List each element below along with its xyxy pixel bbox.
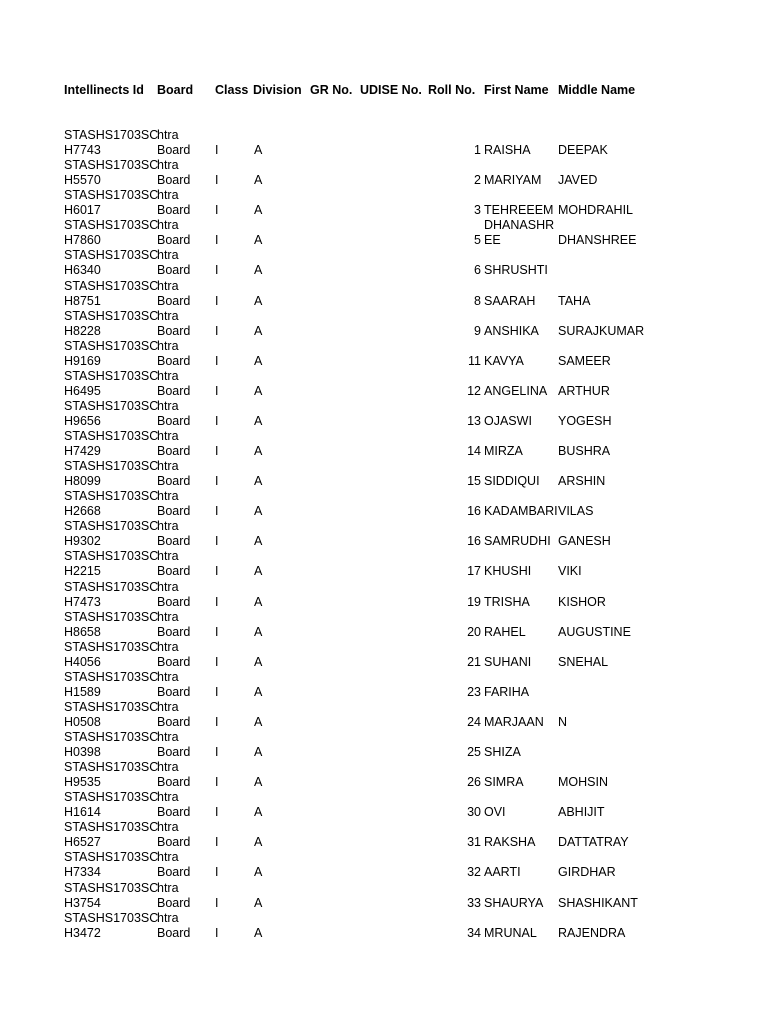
cell-middle-name: RAJENDRA (558, 925, 626, 940)
cell-roll-no: 23 (467, 684, 481, 699)
cell-division: A (254, 293, 263, 308)
cell-board-top: htra (157, 549, 179, 564)
cell-first-name: SIDDIQUI (484, 474, 540, 489)
cell-id-bottom: H0508 (64, 714, 101, 729)
cell-board-top: htra (157, 699, 179, 714)
cell-division: A (254, 444, 263, 458)
table-row (0, 670, 768, 700)
table-row (0, 911, 768, 941)
cell-division: A (254, 203, 263, 218)
cell-roll-no: 34 (467, 925, 481, 940)
cell-id-bottom: H9656 (64, 413, 101, 428)
cell-middle-name: ABHIJIT (558, 805, 605, 820)
cell-id-top: STASHS1703SC (64, 218, 159, 233)
cell-roll-no: 17 (467, 564, 481, 579)
cell-board-bottom: Board (157, 413, 191, 428)
cell-division: A (254, 654, 263, 669)
header-board: Board (157, 83, 194, 97)
header-class: Class (215, 83, 249, 97)
cell-board-bottom: Board (157, 173, 191, 188)
cell-board-bottom: Board (157, 775, 191, 790)
cell-roll-no: 26 (467, 775, 481, 790)
cell-first-name-top: DHANASHR (484, 218, 555, 233)
cell-board-bottom: Board (157, 564, 191, 579)
cell-board-top: htra (157, 398, 179, 413)
cell-id-bottom: H6495 (64, 383, 101, 398)
cell-id-top: STASHS1703SC (64, 609, 159, 624)
cell-id-top: STASHS1703SC (64, 128, 159, 142)
table-row (0, 128, 768, 158)
cell-board-top: htra (157, 790, 179, 805)
cell-id-bottom: H2215 (64, 564, 101, 579)
cell-middle-name: DATTATRAY (558, 835, 629, 850)
cell-first-name: AARTI (484, 865, 521, 880)
cell-id-top: STASHS1703SC (64, 910, 159, 925)
cell-division: A (254, 805, 263, 820)
cell-division: A (254, 624, 263, 639)
cell-id-bottom: H0398 (64, 745, 101, 759)
cell-first-name: SHAURYA (484, 895, 544, 910)
cell-roll-no: 9 (474, 323, 481, 338)
cell-roll-no: 16 (467, 504, 481, 519)
cell-board-bottom: Board (157, 684, 191, 699)
cell-division: A (254, 504, 263, 519)
cell-first-name: SHIZA (484, 745, 521, 759)
cell-first-name: SUHANI (484, 654, 532, 669)
cell-board-top: htra (157, 248, 179, 263)
table-row (0, 309, 768, 339)
cell-middle-name: DHANSHREE (558, 233, 637, 248)
cell-class: I (215, 805, 219, 820)
cell-class: I (215, 353, 219, 368)
cell-id-bottom: H6340 (64, 263, 101, 278)
cell-roll-no: 3 (474, 203, 481, 218)
cell-division: A (254, 865, 263, 880)
cell-roll-no: 8 (474, 293, 481, 308)
table-row (0, 399, 768, 429)
table-row (0, 790, 768, 820)
cell-board-top: htra (157, 429, 179, 443)
table-row (0, 549, 768, 579)
cell-class: I (215, 925, 219, 940)
cell-middle-name: BUSHRA (558, 444, 611, 458)
cell-id-bottom: H1589 (64, 684, 101, 699)
cell-board-bottom: Board (157, 293, 191, 308)
header-division: Division (253, 83, 302, 97)
cell-id-top: STASHS1703SC (64, 699, 159, 714)
cell-board-bottom: Board (157, 865, 191, 880)
cell-board-top: htra (157, 218, 179, 233)
cell-roll-no: 19 (467, 594, 481, 609)
cell-division: A (254, 143, 263, 157)
cell-id-top: STASHS1703SC (64, 790, 159, 805)
cell-class: I (215, 444, 219, 458)
cell-board-bottom: Board (157, 233, 191, 248)
cell-class: I (215, 233, 219, 248)
cell-first-name: SHRUSHTI (484, 263, 548, 278)
cell-division: A (254, 895, 263, 910)
cell-id-bottom: H8228 (64, 323, 101, 338)
cell-class: I (215, 323, 219, 338)
cell-first-name: SAARAH (484, 293, 536, 308)
table-row (0, 730, 768, 760)
cell-roll-no: 15 (467, 474, 481, 489)
cell-roll-no: 14 (467, 444, 481, 458)
cell-class: I (215, 654, 219, 669)
cell-middle-name: JAVED (558, 173, 598, 188)
cell-class: I (215, 865, 219, 880)
table-row (0, 429, 768, 459)
cell-id-bottom: H6527 (64, 835, 101, 850)
header-intellinects-id: Intellinects Id (64, 83, 144, 97)
table-row (0, 158, 768, 188)
cell-class: I (215, 413, 219, 428)
cell-board-bottom: Board (157, 925, 191, 940)
cell-board-bottom: Board (157, 263, 191, 278)
cell-division: A (254, 474, 263, 489)
cell-board-bottom: Board (157, 203, 191, 218)
cell-id-top: STASHS1703SC (64, 248, 159, 263)
cell-class: I (215, 684, 219, 699)
cell-division: A (254, 383, 263, 398)
cell-middle-name: TAHA (558, 293, 591, 308)
cell-board-top: htra (157, 850, 179, 865)
table-row (0, 640, 768, 670)
cell-roll-no: 32 (467, 865, 481, 880)
cell-board-top: htra (157, 669, 179, 684)
cell-middle-name: DEEPAK (558, 143, 608, 157)
cell-roll-no: 21 (467, 654, 481, 669)
cell-id-top: STASHS1703SC (64, 489, 159, 504)
cell-roll-no: 12 (467, 383, 481, 398)
cell-board-top: htra (157, 308, 179, 323)
table-row (0, 760, 768, 790)
table-row (0, 580, 768, 610)
cell-division: A (254, 745, 263, 759)
cell-class: I (215, 173, 219, 188)
cell-first-name: RAKSHA (484, 835, 536, 850)
cell-board-top: htra (157, 128, 179, 142)
cell-division: A (254, 534, 263, 549)
table-row (0, 820, 768, 850)
cell-board-top: htra (157, 368, 179, 383)
cell-id-top: STASHS1703SC (64, 850, 159, 865)
cell-first-name: MRUNAL (484, 925, 537, 940)
cell-board-bottom: Board (157, 504, 191, 519)
cell-roll-no: 33 (467, 895, 481, 910)
cell-first-name: RAHEL (484, 624, 526, 639)
cell-class: I (215, 534, 219, 549)
cell-id-bottom: H8099 (64, 474, 101, 489)
cell-board-top: htra (157, 609, 179, 624)
cell-division: A (254, 925, 263, 940)
cell-middle-name: ARTHUR (558, 383, 610, 398)
cell-id-bottom: H7334 (64, 865, 101, 880)
cell-id-bottom: H7429 (64, 444, 101, 458)
cell-class: I (215, 594, 219, 609)
cell-roll-no: 30 (467, 805, 481, 820)
cell-id-bottom: H3472 (64, 925, 101, 940)
cell-id-top: STASHS1703SC (64, 188, 159, 203)
cell-id-bottom: H9535 (64, 775, 101, 790)
cell-board-top: htra (157, 278, 179, 293)
cell-division: A (254, 413, 263, 428)
header-roll-no: Roll No. (428, 83, 476, 97)
cell-id-top: STASHS1703SC (64, 760, 159, 775)
cell-board-top: htra (157, 158, 179, 173)
cell-middle-name: GIRDHAR (558, 865, 616, 880)
cell-id-top: STASHS1703SC (64, 549, 159, 564)
cell-board-bottom: Board (157, 444, 191, 458)
cell-class: I (215, 745, 219, 759)
cell-roll-no: 31 (467, 835, 481, 850)
cell-division: A (254, 835, 263, 850)
cell-id-bottom: H2668 (64, 504, 101, 519)
cell-middle-name: SAMEER (558, 353, 611, 368)
cell-id-top: STASHS1703SC (64, 669, 159, 684)
cell-first-name: RAISHA (484, 143, 531, 157)
cell-board-top: htra (157, 910, 179, 925)
cell-first-name: MARIYAM (484, 173, 542, 188)
cell-middle-name: GANESH (558, 534, 611, 549)
cell-division: A (254, 684, 263, 699)
cell-board-top: htra (157, 519, 179, 534)
cell-board-bottom: Board (157, 383, 191, 398)
cell-id-bottom: H3754 (64, 895, 101, 910)
cell-first-name: OVI (484, 805, 506, 820)
table-row (0, 610, 768, 640)
cell-id-top: STASHS1703SC (64, 459, 159, 474)
cell-roll-no: 11 (468, 353, 481, 368)
cell-middle-name: KISHOR (558, 594, 606, 609)
cell-class: I (215, 203, 219, 218)
cell-division: A (254, 594, 263, 609)
cell-board-bottom: Board (157, 805, 191, 820)
cell-roll-no: 6 (474, 263, 481, 278)
cell-board-bottom: Board (157, 474, 191, 489)
cell-first-name: EE (484, 233, 501, 248)
cell-id-top: STASHS1703SC (64, 429, 159, 443)
table-row (0, 188, 768, 218)
table-row (0, 519, 768, 549)
table-row (0, 369, 768, 399)
table-row (0, 850, 768, 880)
cell-middle-name: SURAJKUMAR (558, 323, 645, 338)
cell-division: A (254, 564, 263, 579)
cell-middle-name: VIKI (558, 564, 582, 579)
cell-middle-name: AUGUSTINE (558, 624, 631, 639)
header-middle-name: Middle Name (558, 83, 636, 97)
cell-middle-name: MOHDRAHIL (558, 203, 634, 218)
cell-board-bottom: Board (157, 654, 191, 669)
cell-id-bottom: H7473 (64, 594, 101, 609)
cell-roll-no: 20 (467, 624, 481, 639)
table-row (0, 339, 768, 369)
cell-board-bottom: Board (157, 895, 191, 910)
table-row (0, 218, 768, 248)
cell-id-bottom: H7860 (64, 233, 101, 248)
cell-id-bottom: H5570 (64, 173, 101, 188)
cell-board-top: htra (157, 820, 179, 835)
cell-first-name: KAVYA (484, 353, 524, 368)
cell-first-name: FARIHA (484, 684, 530, 699)
cell-middle-name: MOHSIN (558, 775, 608, 790)
cell-division: A (254, 233, 263, 248)
cell-first-name: SAMRUDHI (484, 534, 551, 549)
cell-board-bottom: Board (157, 835, 191, 850)
cell-division: A (254, 323, 263, 338)
cell-class: I (215, 474, 219, 489)
cell-division: A (254, 173, 263, 188)
cell-board-bottom: Board (157, 323, 191, 338)
cell-first-name: TEHREEEM (484, 203, 554, 218)
cell-roll-no: 2 (474, 173, 481, 188)
cell-id-bottom: H9302 (64, 534, 101, 549)
cell-id-top: STASHS1703SC (64, 338, 159, 353)
cell-division: A (254, 775, 263, 790)
cell-roll-no: 25 (467, 745, 481, 759)
cell-board-top: htra (157, 188, 179, 203)
header-udise-no: UDISE No. (360, 83, 422, 97)
cell-id-top: STASHS1703SC (64, 308, 159, 323)
cell-board-top: htra (157, 489, 179, 504)
cell-middle-name: YOGESH (558, 413, 612, 428)
cell-board-top: htra (157, 459, 179, 474)
cell-roll-no: 13 (467, 413, 481, 428)
cell-id-top: STASHS1703SC (64, 579, 159, 594)
cell-id-top: STASHS1703SC (64, 730, 159, 744)
table-row (0, 279, 768, 309)
cell-id-top: STASHS1703SC (64, 278, 159, 293)
cell-id-top: STASHS1703SC (64, 158, 159, 173)
cell-division: A (254, 353, 263, 368)
cell-first-name: KADAMBARI (484, 504, 558, 519)
cell-first-name: ANSHIKA (484, 323, 539, 338)
cell-board-top: htra (157, 338, 179, 353)
cell-class: I (215, 504, 219, 519)
cell-first-name: MARJAAN (484, 714, 544, 729)
cell-id-top: STASHS1703SC (64, 639, 159, 654)
cell-id-bottom: H8658 (64, 624, 101, 639)
cell-first-name: OJASWI (484, 413, 532, 428)
cell-board-bottom: Board (157, 624, 191, 639)
cell-middle-name: VILAS (558, 504, 594, 519)
cell-id-top: STASHS1703SC (64, 880, 159, 895)
cell-middle-name: SNEHAL (558, 654, 609, 669)
cell-board-top: htra (157, 880, 179, 895)
header-first-name: First Name (484, 83, 549, 97)
cell-roll-no: 16 (467, 534, 481, 549)
cell-board-top: htra (157, 579, 179, 594)
cell-board-top: htra (157, 760, 179, 775)
cell-id-top: STASHS1703SC (64, 820, 159, 835)
cell-middle-name: SHASHIKANT (558, 895, 638, 910)
cell-id-bottom: H9169 (64, 353, 101, 368)
cell-id-bottom: H7743 (64, 143, 101, 157)
cell-roll-no: 1 (474, 143, 481, 157)
cell-first-name: ANGELINA (484, 383, 548, 398)
table-row (0, 459, 768, 489)
cell-division: A (254, 714, 263, 729)
cell-board-bottom: Board (157, 745, 191, 759)
cell-division: A (254, 263, 263, 278)
cell-id-bottom: H8751 (64, 293, 101, 308)
cell-board-top: htra (157, 730, 179, 744)
cell-class: I (215, 383, 219, 398)
cell-roll-no: 24 (467, 714, 481, 729)
cell-first-name: TRISHA (484, 594, 530, 609)
cell-middle-name: ARSHIN (558, 474, 606, 489)
cell-id-top: STASHS1703SC (64, 519, 159, 534)
cell-board-bottom: Board (157, 534, 191, 549)
cell-class: I (215, 895, 219, 910)
cell-class: I (215, 143, 219, 157)
cell-class: I (215, 293, 219, 308)
table-row (0, 881, 768, 911)
cell-board-bottom: Board (157, 714, 191, 729)
table-row (0, 700, 768, 730)
cell-id-top: STASHS1703SC (64, 368, 159, 383)
cell-class: I (215, 714, 219, 729)
cell-middle-name: N (558, 714, 568, 729)
cell-class: I (215, 564, 219, 579)
cell-board-bottom: Board (157, 353, 191, 368)
cell-id-bottom: H4056 (64, 654, 101, 669)
cell-class: I (215, 835, 219, 850)
cell-first-name: SIMRA (484, 775, 524, 790)
cell-board-top: htra (157, 639, 179, 654)
header-gr-no: GR No. (310, 83, 353, 97)
cell-first-name: KHUSHI (484, 564, 532, 579)
cell-id-bottom: H6017 (64, 203, 101, 218)
cell-id-bottom: H1614 (64, 805, 101, 820)
cell-class: I (215, 624, 219, 639)
cell-board-bottom: Board (157, 594, 191, 609)
cell-class: I (215, 263, 219, 278)
cell-first-name: MIRZA (484, 444, 523, 458)
table-row (0, 489, 768, 519)
cell-board-bottom: Board (157, 143, 191, 157)
table-row (0, 248, 768, 278)
cell-id-top: STASHS1703SC (64, 398, 159, 413)
cell-class: I (215, 775, 219, 790)
cell-roll-no: 5 (474, 233, 481, 248)
